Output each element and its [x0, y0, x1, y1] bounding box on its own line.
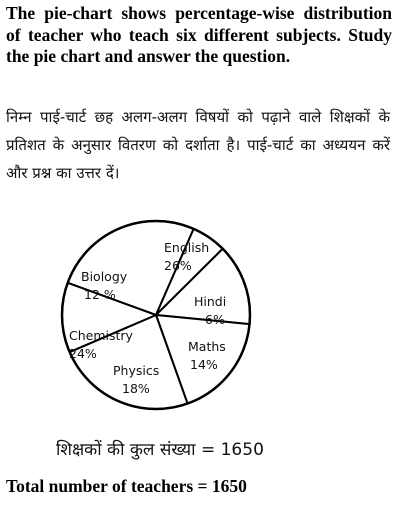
slice-label-chemistry: Chemistry	[69, 328, 133, 343]
slice-label-physics: Physics	[113, 363, 160, 378]
slice-value-maths: 14%	[190, 357, 218, 372]
slice-label-biology: Biology	[81, 269, 128, 284]
total-teachers-hindi: शिक्षकों की कुल संख्या = 1650	[56, 440, 264, 460]
slice-label-maths: Maths	[188, 339, 226, 354]
slice-value-physics: 18%	[122, 381, 150, 396]
slice-label-hindi: Hindi	[194, 294, 227, 309]
slice-value-hindi: 6%	[205, 312, 225, 327]
slice-value-chemistry: 24%	[69, 346, 97, 361]
question-hindi: निम्न पाई-चार्ट छह अलग-अलग विषयों को पढ़ाने वाले शिक्षकों के प्रतिशत के अनुसार वितरण को दर्शाता है। पाई-चार्ट का अध्ययन करें और प्रश्न का उत्तर दें।	[6, 108, 390, 182]
total-teachers-english: Total number of teachers = 1650	[6, 476, 247, 496]
pie-chart	[0, 215, 402, 415]
slice-value-biology: 12 %	[84, 287, 116, 302]
question-english: The pie-chart shows percentage-wise distribution of teacher who teach six different subjects. Study the pie chart and answer the question.	[6, 3, 392, 66]
slice-value-english: 26%	[164, 258, 192, 273]
slice-label-english: English	[164, 240, 210, 255]
